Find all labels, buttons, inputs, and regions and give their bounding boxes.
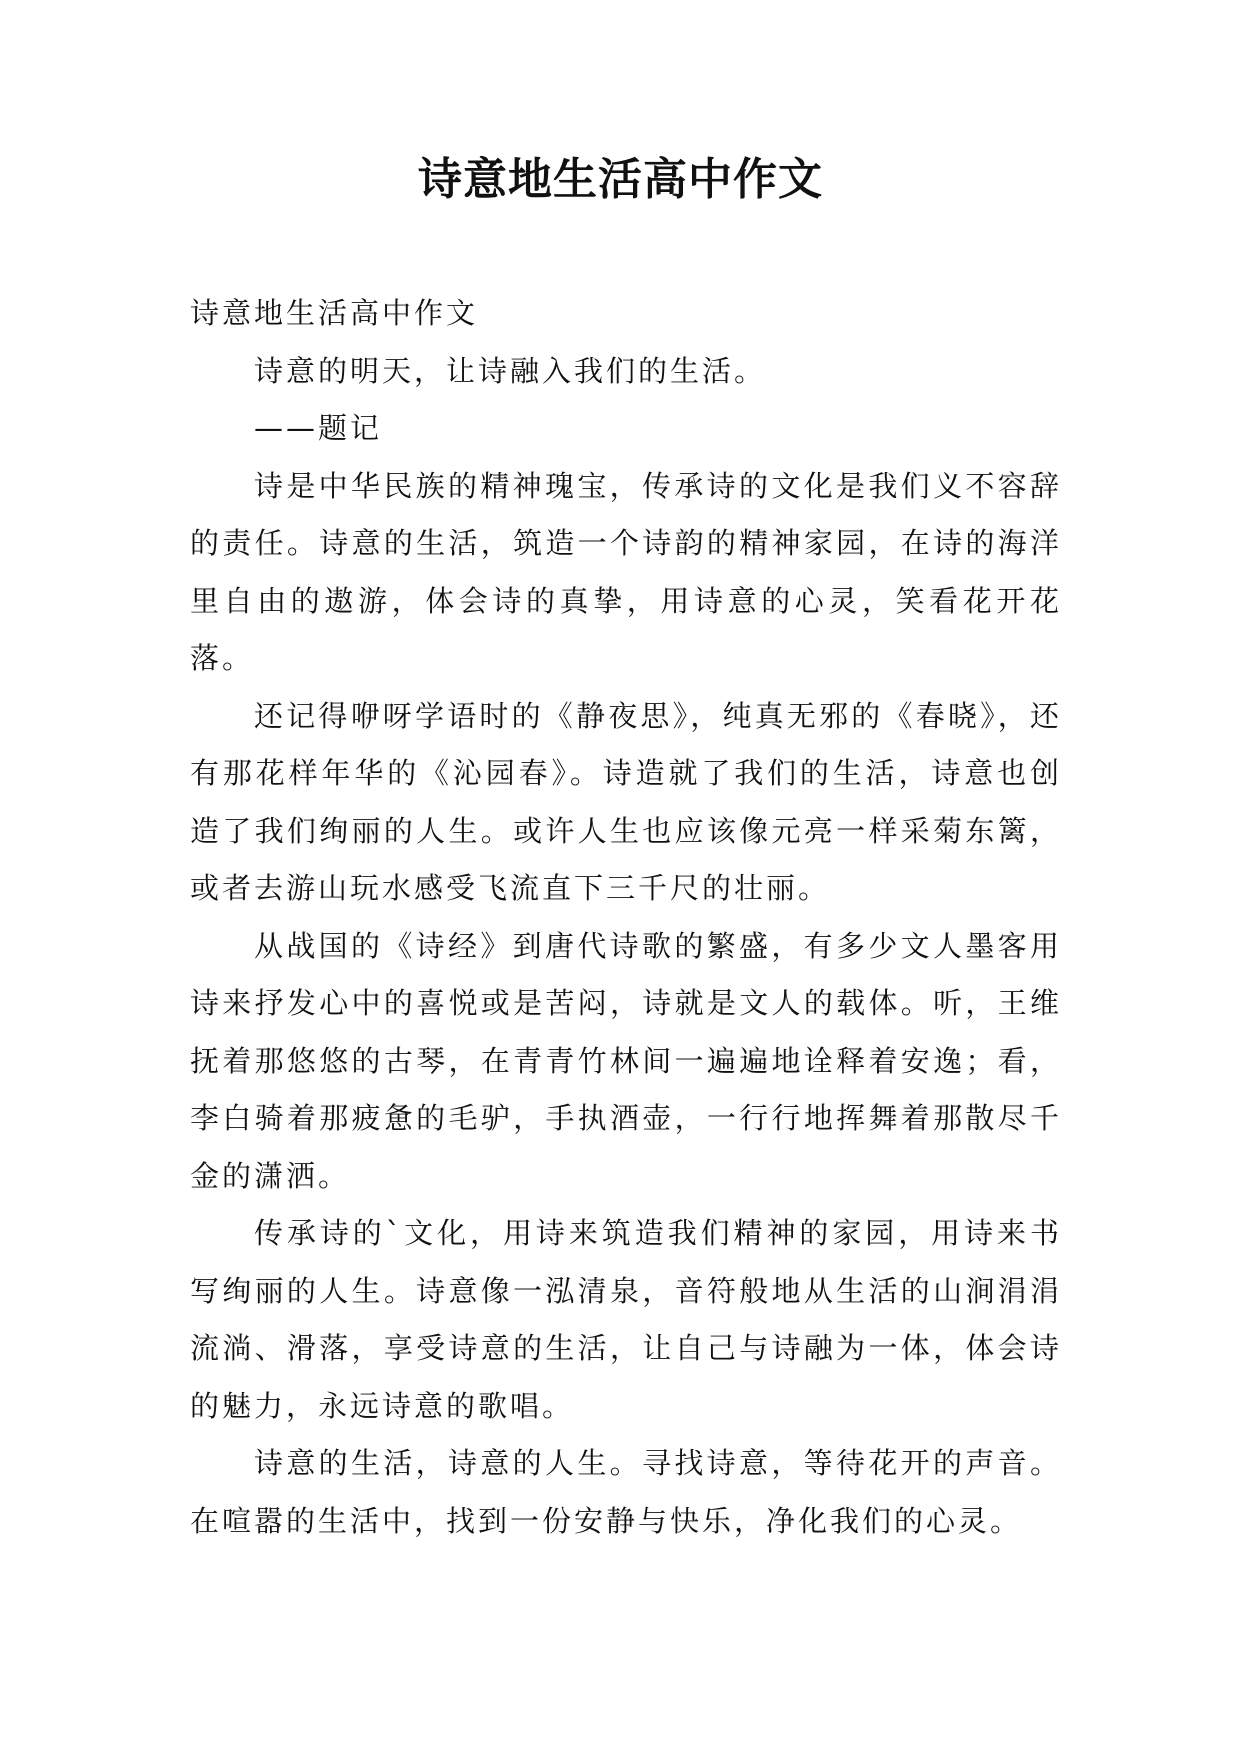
paragraph: 还记得咿呀学语时的《静夜思》，纯真无邪的《春晓》，还有那花样年华的《沁园春》。诗造就了我们的生活，诗意也创造了我们绚丽的人生。或许人生也应该像元亮一样采菊东篱，或者去游山玩水感受飞流直下三千尺的壮丽。 [190, 698, 1062, 905]
epigraph-attribution: ——题记 [254, 411, 383, 445]
paragraph: 诗是中华民族的精神瑰宝，传承诗的文化是我们义不容辞的责任。诗意的生活，筑造一个诗韵的精神家园，在诗的海洋里自由的遨游，体会诗的真挚，用诗意的心灵，笑看花开花落。 [190, 468, 1062, 675]
document-title: 诗意地生活高中作文 [418, 154, 823, 205]
paragraph: 从战国的《诗经》到唐代诗歌的繁盛，有多少文人墨客用诗来抒发心中的喜悦或是苦闷，诗就是文人的载体。听，王维抚着那悠悠的古琴，在青青竹林间一遍遍地诠释着安逸；看，李白骑着那疲惫的毛驴，手执酒壶，一行行地挥舞着那散尽千金的潇洒。 [190, 928, 1062, 1193]
essay-heading: 诗意地生活高中作文 [190, 296, 479, 330]
paragraph: 诗意的生活，诗意的人生。寻找诗意，等待花开的声音。在喧嚣的生活中，找到一份安静与快乐，净化我们的心灵。 [190, 1446, 1062, 1538]
document-body [190, 285, 1062, 1550]
epigraph: 诗意的明天，让诗融入我们的生活。 [254, 353, 767, 388]
paragraph: 传承诗的`文化，用诗来筑造我们精神的家园，用诗来书写绚丽的人生。诗意像一泓清泉，音符般地从生活的山涧涓涓流淌、滑落，享受诗意的生活，让自己与诗融为一体，体会诗的魅力，永远诗意的歌唱。 [190, 1216, 1062, 1423]
